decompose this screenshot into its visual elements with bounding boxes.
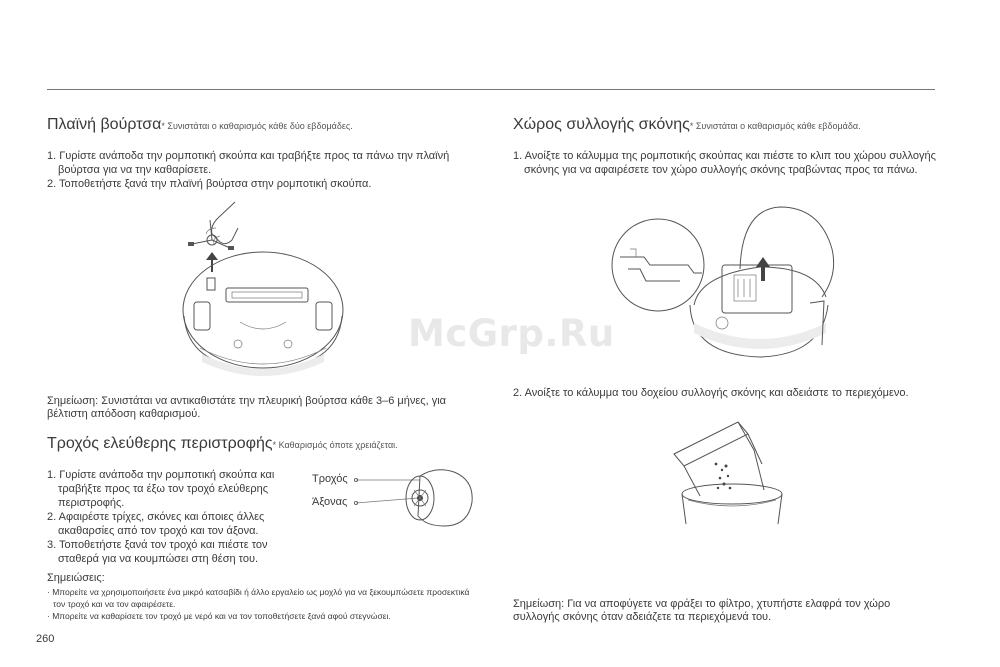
side-brush-heading — [47, 116, 477, 134]
dust-heading — [513, 116, 943, 134]
right-column — [513, 116, 943, 177]
wheel-step-2: 2. Αφαιρέστε τρίχες, σκόνες και όποιες άλλες ακαθαρσίες από τον τροχό και τον άξονα. — [47, 511, 265, 537]
dust-note: * Συνιστάται ο καθαρισμός κάθε εβδομάδα. — [689, 121, 861, 131]
wheel-note: * Καθαρισμός όποτε χρειάζεται. — [272, 440, 398, 450]
side-brush-steps — [47, 149, 467, 191]
wheel-notes — [47, 572, 477, 622]
dust-step-1: 1. Ανοίξτε το κάλυμμα της ρομποτικής σκούπας και πιέστε το κλιπ του χώρου συλλογής σκόνης για να αφαιρέσετε τον χώρο συλλογής σκόνης τραβώντας προς τα πάνω. — [513, 150, 936, 176]
dust-remark: Σημείωση: Για να αποφύγετε να φράξει το φίλτρο, χτυπήστε ελαφρά τον χώρο συλλογής σκόνης όταν αδειάζετε τα περιεχόμενά του. — [513, 598, 891, 623]
wheel-notes-heading: Σημειώσεις: — [47, 572, 105, 584]
axle-label: Άξονας — [312, 496, 348, 508]
wheel-step-3: 3. Τοποθετήστε ξανά τον τροχό και πιέστε τον σταθερά για να κουμπώσει στη θέση του. — [47, 539, 268, 565]
wheel-note-2: · Μπορείτε να καθαρίσετε τον τροχό με νερό και να τον τοποθετήσετε ξανά αφού στεγνώσει. — [47, 611, 391, 621]
dust-bin-emptying-illustration — [668, 420, 788, 525]
dust-bin-removal-illustration — [610, 205, 840, 365]
top-divider — [47, 89, 935, 90]
robot-underside-illustration — [180, 198, 350, 388]
side-brush-title: Πλαϊνή βούρτσα — [47, 116, 162, 133]
wheel-heading — [47, 435, 477, 453]
dust-step-2: 2. Ανοίξτε το κάλυμμα του δοχείου συλλογής σκόνης και αδειάστε το περιεχόμενο. — [513, 387, 909, 399]
side-brush-step-1: 1. Γυρίστε ανάποδα την ρομποτική σκούπα και τραβήξτε προς τα πάνω την πλαϊνή βούρτσα για να την καθαρίσετε. — [47, 150, 450, 176]
dust-title: Χώρος συλλογής σκόνης — [513, 116, 690, 133]
left-column — [47, 116, 477, 191]
side-brush-note: * Συνιστάται ο καθαρισμός κάθε δύο εβδομάδες. — [161, 121, 353, 131]
wheel-note-1: · Μπορείτε να χρησιμοποιήσετε ένα μικρό κατσαβίδι ή άλλο εργαλείο ως μοχλό για να ξεκουμπώσετε προσεκτικά τον τροχό και να τον αφαιρέσετε. — [47, 587, 470, 609]
wheel-illustration — [350, 470, 480, 530]
wheel-title: Τροχός ελεύθερης περιστροφής — [47, 435, 273, 452]
side-brush-remark: Σημείωση: Συνιστάται να αντικαθιστάτε την πλευρική βούρτσα κάθε 3–6 μήνες, για βέλτιστη απόδοση καθαρισμού. — [47, 395, 446, 420]
wheel-step-1: 1. Γυρίστε ανάποδα την ρομποτική σκούπα και τραβήξτε προς τα έξω τον τροχό ελεύθερης περιστροφής. — [47, 469, 275, 509]
wheel-steps — [47, 468, 297, 566]
page-number: 260 — [36, 633, 55, 645]
dust-steps — [513, 149, 941, 177]
watermark: McGrp.Ru — [408, 312, 615, 355]
side-brush-step-2: 2. Τοποθετήστε ξανά την πλαϊνή βούρτσα στην ρομποτική σκούπα. — [47, 178, 372, 190]
wheel-label: Τροχός — [312, 473, 348, 485]
